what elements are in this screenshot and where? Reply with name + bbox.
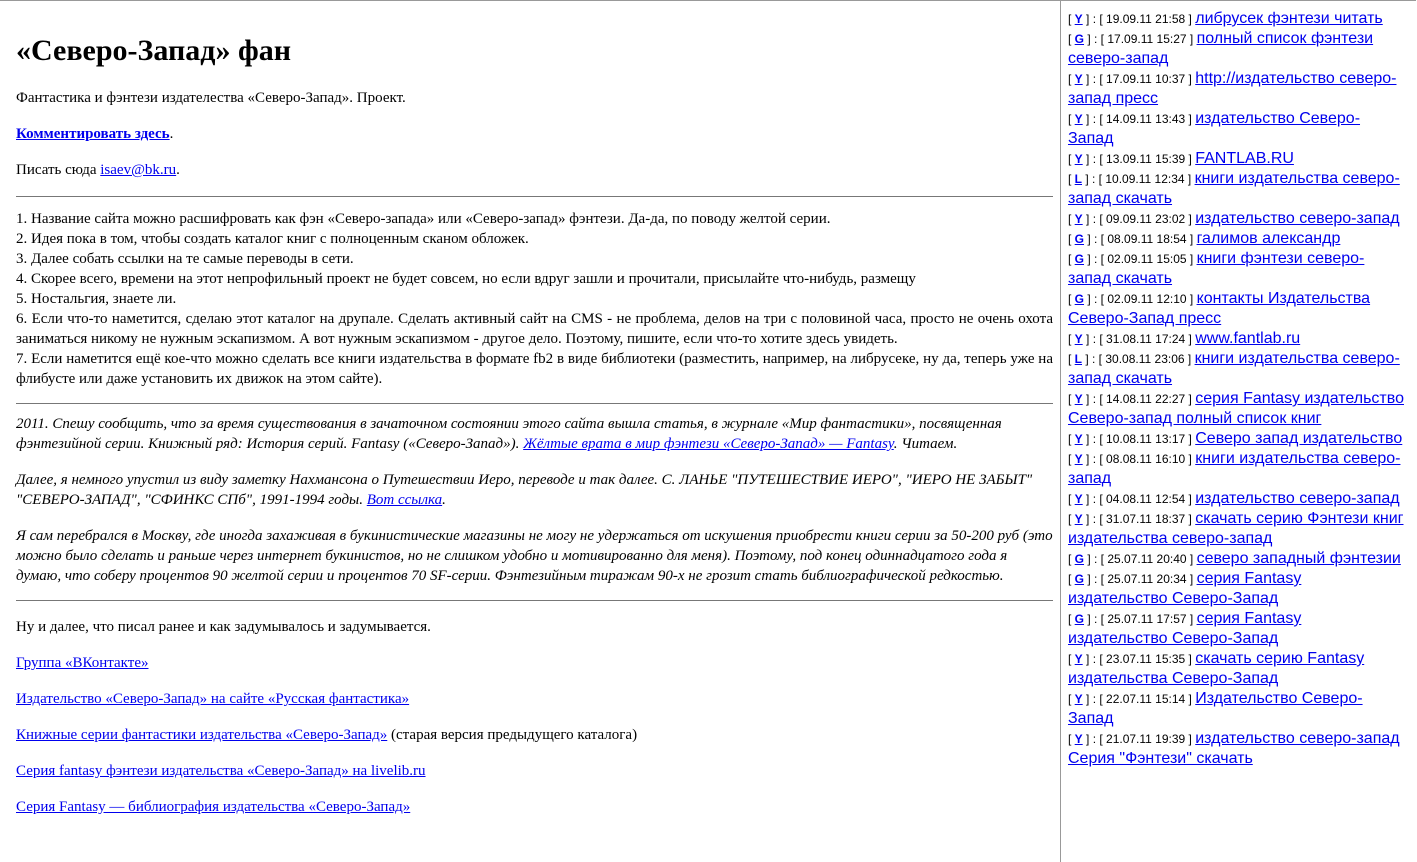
timestamp: 08.09.11 18:54 (1107, 232, 1187, 246)
news-text-end: . (442, 492, 446, 508)
search-engine-link[interactable]: Y (1074, 652, 1083, 666)
series-note: (старая версия предыдущего каталога) (387, 727, 638, 743)
list-item: [ G ] : [ 02.09.11 12:10 ] контакты Издательства Северо-Запад пресс (1068, 290, 1371, 327)
list-item: [ Y ] : [ 31.07.11 18:37 ] скачать серию Фэнтези книг издательства северо-запад (1068, 510, 1404, 547)
search-query-link[interactable]: контакты Издательства Северо-Запад пресс (1068, 290, 1371, 327)
hiero-link[interactable]: Вот ссылка (366, 492, 443, 508)
search-engine-link[interactable]: Y (1074, 112, 1083, 126)
search-engine-link[interactable]: Y (1074, 692, 1083, 706)
news-paragraph: Я сам перебрался в Москву, где иногда захаживая в букинистические магазины не могу не удержаться от искушения приобрести книги серии за 50-200 руб (это можно было сделать и раньше через интернет букинистов, но не слишком удобно и мотивированно для меня). Поэтому, под конец одиннадцатого года я думаю, что соберу процентов 90 желтой серии и процентов 70 SF-серии. Фэнтезийным тиражам 90-х не грозит стать библиографической редкостью. (16, 528, 1053, 584)
timestamp: 09.09.11 23:02 (1106, 212, 1186, 226)
link-paragraph (16, 689, 1053, 709)
search-query-link[interactable]: http://издательство северо-запад пресс (1068, 70, 1397, 107)
list-item: 1. Название сайта можно расшифровать как фэн «Северо-запада» или «Северо-запад» фэнтези. Да-да, по поводу желтой серии. (16, 211, 831, 227)
news-text: 2011. Спешу сообщить, что за время существования в зачаточном состоянии этого сайта вышла статья, в журнале «Мир фантастики», посвященная фэнтезийной серии. Книжный ряд: История серий. Fantasy («Северо-Запад»). (16, 416, 1002, 452)
search-engine-link[interactable]: Y (1074, 392, 1083, 406)
search-query-link[interactable]: книги издательства северо-запад скачать (1068, 350, 1400, 387)
timestamp: 08.08.11 16:10 (1106, 452, 1186, 466)
search-query-link[interactable]: Северо запад издательство (1195, 430, 1403, 447)
search-engine-link[interactable]: Y (1074, 212, 1083, 226)
search-engine-link[interactable]: Y (1074, 512, 1083, 526)
search-engine-link[interactable]: Y (1074, 732, 1083, 746)
list-item: [ Y ] : [ 10.08.11 13:17 ] Северо запад издательство (1068, 430, 1403, 447)
search-query-link[interactable]: книги издательства северо-запад (1068, 450, 1401, 487)
timestamp: 21.07.11 19:39 (1106, 732, 1186, 746)
list-item: [ G ] : [ 02.09.11 15:05 ] книги фэнтези северо-запад скачать (1068, 250, 1365, 287)
search-query-link[interactable]: серия Fantasy издательство Северо-Запад (1068, 570, 1302, 607)
timestamp: 02.09.11 15:05 (1107, 252, 1187, 266)
search-query-link[interactable]: издательство северо-запад (1195, 490, 1400, 507)
list-item: 6. Если что-то наметится, сделаю этот каталог на друпале. Сделать активный сайт на CMS - не проблема, делов на три с половиной часа, просто не очень охота заниматься никому не нужным эскапизмом. А вот нужным эскапизмом - другое дело. Поэтому, пишите, если что-то хотите здесь увидеть. (16, 311, 1053, 347)
timestamp: 25.07.11 20:40 (1107, 552, 1187, 566)
list-item: [ G ] : [ 17.09.11 15:27 ] полный список фэнтези северо-запад (1068, 30, 1374, 67)
list-item: [ Y ] : [ 19.09.11 21:58 ] либрусек фэнтези читать (1068, 10, 1383, 27)
timestamp: 02.09.11 12:10 (1107, 292, 1187, 306)
bibliography-link[interactable]: Серия Fantasy — библиография издательства «Северо-Запад» (16, 799, 411, 815)
search-engine-link[interactable]: G (1074, 612, 1085, 626)
search-query-link[interactable]: либрусек фэнтези читать (1195, 10, 1383, 27)
comment-paragraph: Комментировать здесь. (16, 126, 174, 142)
timestamp: 10.08.11 13:17 (1106, 432, 1186, 446)
series-link[interactable]: Книжные серии фантастики издательства «Северо-Запад» (16, 727, 388, 743)
search-query-link[interactable]: скачать серию Fantasy издательства Северо-Запад (1068, 650, 1365, 687)
search-log-sidebar (1060, 0, 1416, 862)
link-paragraph (16, 797, 1053, 817)
list-item: [ G ] : [ 25.07.11 17:57 ] серия Fantasy издательство Северо-Запад (1068, 610, 1302, 647)
list-item: [ Y ] : [ 14.09.11 13:43 ] издательство Северо-Запад (1068, 110, 1361, 147)
list-item: 4. Скорее всего, времени на этот непрофильный проект не будет совсем, но если вдруг зашли и прочитали, присылайте что-нибудь, размещу (16, 271, 916, 287)
search-engine-link[interactable]: Y (1074, 452, 1083, 466)
list-item: [ Y ] : [ 23.07.11 15:35 ] скачать серию Fantasy издательства Северо-Запад (1068, 650, 1365, 687)
search-query-link[interactable]: полный список фэнтези северо-запад (1068, 30, 1374, 67)
search-query-link[interactable]: книги фэнтези северо-запад скачать (1068, 250, 1365, 287)
article-link[interactable]: Жёлтые врата в мир фэнтези «Северо-Запад» — Fantasy (523, 436, 894, 452)
timestamp: 25.07.11 17:57 (1107, 612, 1187, 626)
news-section (16, 414, 1053, 586)
livelib-link[interactable]: Серия fantasy фэнтези издательства «Северо-Запад» на livelib.ru (16, 763, 426, 779)
list-item: [ Y ] : [ 09.09.11 23:02 ] издательство северо-запад (1068, 210, 1400, 227)
email-link[interactable]: isaev@bk.ru (100, 162, 177, 178)
timestamp: 23.07.11 15:35 (1106, 652, 1186, 666)
page-title: «Северо-Запад» фан (16, 34, 291, 67)
search-engine-link[interactable]: Y (1074, 12, 1083, 26)
list-item: 3. Далее собать ссылки на те самые переводы в сети. (16, 251, 354, 267)
timestamp: 17.09.11 15:27 (1107, 32, 1187, 46)
search-engine-link[interactable]: G (1074, 32, 1085, 46)
list-item: [ L ] : [ 10.09.11 12:34 ] книги издательства северо-запад скачать (1068, 170, 1400, 207)
search-engine-link[interactable]: Y (1074, 152, 1083, 166)
timestamp: 14.08.11 22:27 (1106, 392, 1186, 406)
search-query-link[interactable]: серия Fantasy издательство Северо-Запад (1068, 610, 1302, 647)
intro-text: Фантастика и фэнтези издателества «Северо-Запад». Проект. (16, 90, 406, 106)
list-item: [ Y ] : [ 31.08.11 17:24 ] www.fantlab.ru (1068, 330, 1301, 347)
news-text: Далее, я немного упустил из виду заметку Нахмансона о Путешествии Иеро, переводе и так далее. С. ЛАНЬЕ "ПУТЕШЕСТВИЕ ИЕРО", "ИЕРО НЕ ЗАБЫТ" "СЕВЕРО-ЗАПАД", "СФИНКС СПб", 1991-1994 годы. (16, 472, 1033, 508)
list-item: 2. Идея пока в том, чтобы создать каталог книг с полноценным сканом обложек. (16, 231, 529, 247)
search-query-link[interactable]: книги издательства северо-запад скачать (1068, 170, 1400, 207)
list-item: [ Y ] : [ 22.07.11 15:14 ] Издательство Северо-Запад (1068, 690, 1363, 727)
divider (16, 196, 1053, 197)
list-item: [ G ] : [ 25.07.11 20:40 ] северо западный фэнтезии (1068, 550, 1401, 567)
timestamp: 17.09.11 10:37 (1106, 72, 1186, 86)
search-engine-link[interactable]: G (1074, 232, 1085, 246)
search-engine-link[interactable]: L (1074, 172, 1083, 186)
search-engine-link[interactable]: Y (1074, 72, 1083, 86)
search-query-link[interactable]: северо западный фэнтезии (1196, 550, 1401, 567)
search-engine-link[interactable]: G (1074, 292, 1085, 306)
timestamp: 04.08.11 12:54 (1106, 492, 1186, 506)
search-engine-link[interactable]: L (1074, 352, 1083, 366)
comment-link[interactable]: Комментировать здесь (16, 126, 170, 142)
vk-group-link[interactable]: Группа «ВКонтакте» (16, 655, 149, 671)
list-item: [ L ] : [ 30.08.11 23:06 ] книги издательства северо-запад скачать (1068, 350, 1400, 387)
search-query-link[interactable]: скачать серию Фэнтези книг издательства северо-запад (1068, 510, 1404, 547)
further-text: Ну и далее, что писал ранее и как задумывалось и задумывается. (16, 619, 431, 635)
contact-paragraph: Писать сюда isaev@bk.ru. (16, 162, 180, 178)
list-item: 5. Ностальгия, знаете ли. (16, 291, 177, 307)
divider (16, 600, 1053, 601)
timestamp: 22.07.11 15:14 (1106, 692, 1186, 706)
search-query-link[interactable]: Издательство Северо-Запад (1068, 690, 1363, 727)
list-item: [ G ] : [ 25.07.11 20:34 ] серия Fantasy издательство Северо-Запад (1068, 570, 1302, 607)
news-text-end: . Читаем. (893, 436, 958, 452)
list-item: [ Y ] : [ 14.08.11 22:27 ] серия Fantasy издательство Северо-запад полный список книг (1068, 390, 1404, 427)
timestamp: 10.09.11 12:34 (1105, 172, 1185, 186)
search-engine-link[interactable]: G (1074, 252, 1085, 266)
search-query-link[interactable]: издательство Северо-Запад (1068, 110, 1361, 147)
list-item: [ Y ] : [ 17.09.11 10:37 ] http://издательство северо-запад пресс (1068, 70, 1397, 107)
timestamp: 19.09.11 21:58 (1106, 12, 1186, 26)
timestamp: 31.08.11 17:24 (1106, 332, 1186, 346)
search-engine-link[interactable]: Y (1074, 492, 1083, 506)
list-item: [ Y ] : [ 13.09.11 15:39 ] FANTLAB.RU (1068, 150, 1294, 167)
link-paragraph (16, 653, 1053, 673)
write-prefix: Писать сюда (16, 162, 101, 178)
search-engine-link[interactable]: Y (1074, 332, 1083, 346)
timestamp: 14.09.11 13:43 (1106, 112, 1186, 126)
timestamp: 25.07.11 20:34 (1107, 572, 1187, 586)
numbered-list (16, 209, 1053, 389)
search-query-link[interactable]: галимов александр (1196, 230, 1341, 247)
link-paragraph (16, 725, 1053, 745)
news-paragraph (16, 470, 1053, 510)
timestamp: 30.08.11 23:06 (1105, 352, 1185, 366)
list-item: [ G ] : [ 08.09.11 18:54 ] галимов александр (1068, 230, 1341, 247)
timestamp: 13.09.11 15:39 (1106, 152, 1186, 166)
list-item: 7. Если наметится ещё кое-что можно сделать все книги издательства в формате fb2 в виде библиотеки (разместить, например, на либрусеке, ну да, теперь уже на флибусте или даже установить их движок на этом сайте). (16, 351, 1053, 387)
search-engine-link[interactable]: G (1074, 552, 1085, 566)
timestamp: 31.07.11 18:37 (1106, 512, 1186, 526)
list-item: [ Y ] : [ 21.07.11 19:39 ] издательство северо-запад Серия "Фэнтези" скачать (1068, 730, 1400, 767)
search-query-link[interactable]: FANTLAB.RU (1195, 150, 1294, 167)
news-paragraph (16, 414, 1053, 454)
rusf-link[interactable]: Издательство «Северо-Запад» на сайте «Русская фантастика» (16, 691, 410, 707)
search-query-link[interactable]: www.fantlab.ru (1195, 330, 1301, 347)
search-query-link[interactable]: серия Fantasy издательство Северо-запад полный список книг (1068, 390, 1404, 427)
main-content (16, 0, 1053, 833)
search-engine-link[interactable]: Y (1074, 432, 1083, 446)
divider (16, 403, 1053, 404)
link-paragraph (16, 761, 1053, 781)
search-query-link[interactable]: издательство северо-запад (1195, 210, 1400, 227)
list-item: [ Y ] : [ 08.08.11 16:10 ] книги издательства северо-запад (1068, 450, 1401, 487)
list-item: [ Y ] : [ 04.08.11 12:54 ] издательство северо-запад (1068, 490, 1400, 507)
search-engine-link[interactable]: G (1074, 572, 1085, 586)
search-query-link[interactable]: издательство северо-запад Серия "Фэнтези" скачать (1068, 730, 1400, 767)
